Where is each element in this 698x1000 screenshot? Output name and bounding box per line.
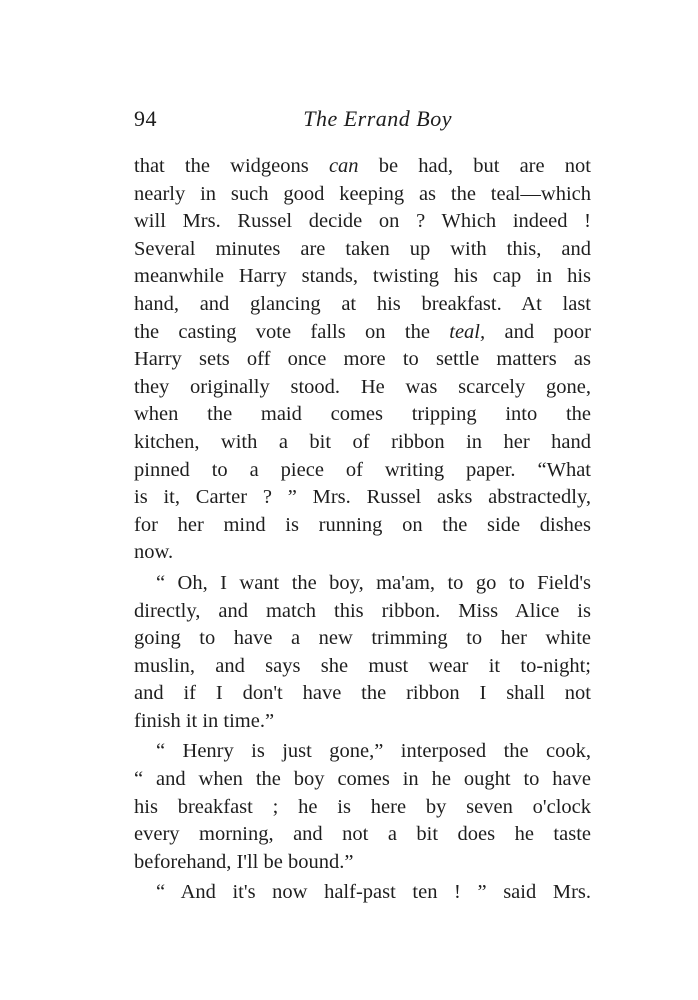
text-line: is it, Carter ? ” Mrs. Russel asks abstractedly, bbox=[134, 486, 591, 509]
text-line: meanwhile Harry stands, twisting his cap in his bbox=[134, 265, 591, 288]
paragraph bbox=[134, 570, 591, 736]
text-line: Several minutes are taken up with this, and bbox=[134, 237, 591, 260]
running-title: The Errand Boy bbox=[303, 106, 452, 131]
text-line: pinned to a piece of writing paper. “What bbox=[134, 458, 591, 481]
text-line: “ And it's now half-past ten ! ” said Mrs. bbox=[156, 881, 591, 904]
text-line: Harry sets off once more to settle matters as bbox=[134, 348, 591, 371]
text-line: and if I don't have the ribbon I shall not bbox=[134, 682, 591, 705]
paragraph bbox=[134, 738, 591, 876]
text-line: when the maid comes tripping into the bbox=[134, 403, 591, 426]
text-line: for her mind is running on the side dishes bbox=[134, 513, 591, 536]
text-line: directly, and match this ribbon. Miss Alice is bbox=[134, 599, 591, 622]
text-line: every morning, and not a bit does he taste bbox=[134, 823, 591, 846]
paragraph bbox=[134, 879, 591, 907]
text-line: finish it in time.” bbox=[134, 709, 275, 732]
text-line: muslin, and says she must wear it to-night; bbox=[134, 654, 591, 677]
text-line: will Mrs. Russel decide on ? Which indeed ! bbox=[134, 210, 591, 233]
text-line: his breakfast ; he is here by seven o'clock bbox=[134, 795, 591, 818]
text-line: kitchen, with a bit of ribbon in her hand bbox=[134, 430, 591, 453]
body-text bbox=[134, 153, 591, 907]
text-line: hand, and glancing at his breakfast. At last bbox=[134, 292, 591, 315]
text-line: “ and when the boy comes in he ought to have bbox=[134, 768, 591, 791]
text-line: nearly in such good keeping as the teal—which bbox=[134, 182, 591, 205]
text-line: “ Oh, I want the boy, ma'am, to go to Field's bbox=[156, 571, 591, 594]
text-line: going to have a new trimming to her white bbox=[134, 627, 591, 650]
text-line: they originally stood. He was scarcely gone, bbox=[134, 375, 591, 398]
text-line: beforehand, I'll be bound.” bbox=[134, 850, 354, 873]
text-line: the casting vote falls on the teal, and poor bbox=[134, 320, 591, 343]
paragraph bbox=[134, 153, 591, 567]
text-line: “ Henry is just gone,” interposed the cook, bbox=[156, 740, 591, 763]
page-number: 94 bbox=[134, 106, 157, 131]
text-line: now. bbox=[134, 541, 174, 564]
text-line: that the widgeons can be had, but are not bbox=[134, 155, 591, 177]
page-header bbox=[134, 106, 452, 140]
